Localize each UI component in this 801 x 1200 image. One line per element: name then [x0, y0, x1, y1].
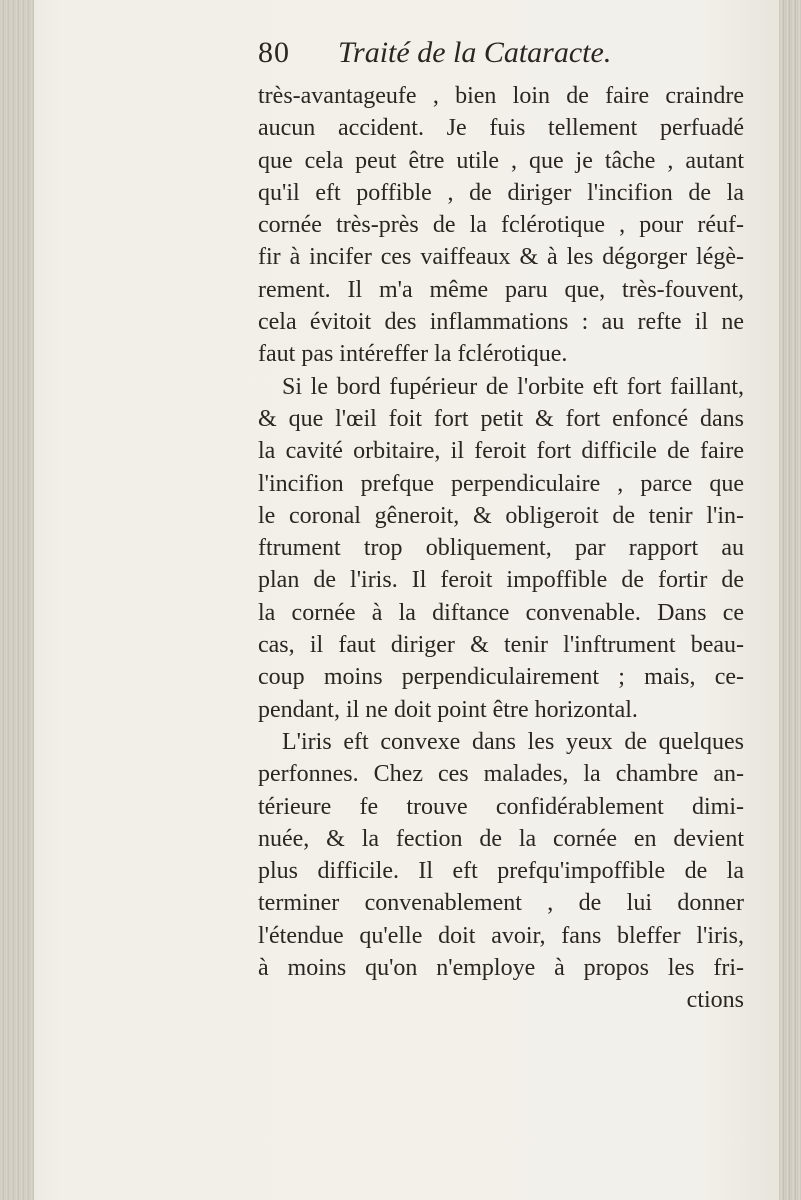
text-line: l'incifion prefque perpendiculaire , parce que: [258, 470, 744, 497]
text-line: très-avantageufe , bien loin de faire craindre: [258, 83, 744, 109]
text-line: plan de l'iris. Il feroit impoffible de fortir de: [258, 567, 744, 594]
text-line: qu'il eft poffible , de diriger l'incifion de la: [258, 179, 744, 206]
right-page-edge: [779, 0, 801, 1200]
paragraph-start-line: Si le bord fupérieur de l'orbite eft fort faillant,: [282, 373, 744, 400]
text-line: & que l'œil foit fort petit & fort enfoncé dans: [258, 405, 744, 432]
text-line: cela évitoit des inflammations : au refte il ne: [258, 309, 744, 336]
text-line: l'étendue qu'elle doit avoir, fans bleffer l'iris,: [258, 922, 744, 949]
text-line: aucun accident. Je fuis tellement perfuadé: [258, 115, 744, 142]
text-line: nuée, & la fection de la cornée en devient: [258, 825, 744, 852]
text-line: que cela peut être utile , que je tâche , autant: [258, 147, 744, 174]
text-line: cornée très-près de la fclérotique , pour réuf-: [258, 212, 744, 239]
text-line: coup moins perpendiculairement ; mais, ce-: [258, 664, 744, 691]
running-title: Traité de la Cataracte.: [338, 36, 612, 69]
text-line: cas, il faut diriger & tenir l'inftrument beau-: [258, 632, 744, 659]
text-line: terminer convenablement , de lui donner: [258, 890, 744, 917]
text-line: la cornée à la diftance convenable. Dans ce: [258, 599, 744, 626]
text-line: fir à incifer ces vaiffeaux & à les dégorger légè-: [258, 244, 744, 271]
page-number: 80: [258, 36, 290, 69]
catchword: ctions: [686, 987, 744, 1014]
text-line: térieure fe trouve confidérablement dimi-: [258, 793, 744, 820]
text-line: le coronal gêneroit, & obligeroit de tenir l'in-: [258, 502, 744, 529]
text-line: à moins qu'on n'employe à propos les fri-: [258, 955, 744, 982]
text-line: faut pas intéreffer la fclérotique.: [258, 341, 568, 368]
body-text: [258, 80, 744, 1017]
text-line: ftrument trop obliquement, par rapport au: [258, 535, 744, 562]
text-line: perfonnes. Chez ces malades, la chambre an-: [258, 761, 744, 788]
left-binding-edge: [0, 0, 34, 1200]
text-line: rement. Il m'a même paru que, très-fouvent,: [258, 276, 744, 303]
text-line: pendant, il ne doit point être horizontal.: [258, 696, 638, 723]
paragraph-start-line: L'iris eft convexe dans les yeux de quelques: [282, 728, 744, 755]
text-line: la cavité orbitaire, il feroit fort difficile de faire: [258, 438, 744, 465]
text-line: plus difficile. Il eft prefqu'impoffible de la: [258, 858, 744, 885]
page-header: [258, 36, 738, 76]
